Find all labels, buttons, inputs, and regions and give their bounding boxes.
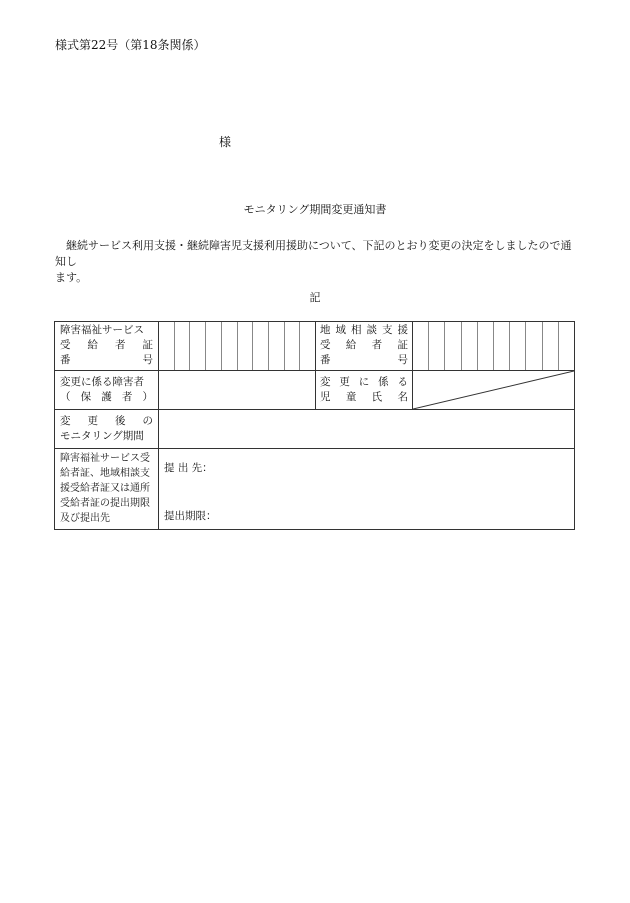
label-char: 番 bbox=[320, 354, 331, 366]
diagonal-strike bbox=[413, 371, 574, 409]
digit-box-divider bbox=[299, 322, 300, 370]
digit-box-divider bbox=[221, 322, 222, 370]
label-char: 変 bbox=[320, 376, 331, 388]
label-monitoring-period-after-change: 変 更 後 の モニタリング期間 bbox=[60, 415, 153, 442]
digit-box-divider bbox=[205, 322, 206, 370]
label-char: 者 bbox=[371, 339, 383, 351]
label-char: 名 bbox=[397, 391, 408, 403]
label-char: （ bbox=[60, 391, 71, 403]
label-submission-deadline-destination: 障害福祉サービス受 給者証、地域相談支 援受給者証又は通所 受給者証の提出期限 及び提出先 bbox=[60, 453, 150, 524]
digit-box-divider bbox=[509, 322, 510, 370]
label-char: 支 bbox=[382, 324, 393, 336]
label-char: に bbox=[358, 376, 370, 388]
label-char: 援 bbox=[397, 324, 408, 336]
submit-to-field[interactable]: 提 出 先： bbox=[164, 462, 213, 474]
col-divider bbox=[315, 322, 316, 409]
digit-box-divider bbox=[189, 322, 190, 370]
label-char: ） bbox=[142, 391, 153, 403]
label-child-name bbox=[320, 375, 408, 405]
label-char: 談 bbox=[366, 324, 377, 336]
label-char: 者 bbox=[115, 339, 126, 351]
label-char: 相 bbox=[351, 324, 362, 336]
label-consultation-certificate-number bbox=[320, 323, 408, 368]
label-char: 児 bbox=[320, 391, 331, 403]
label-char: 番 bbox=[60, 354, 71, 366]
addressee-suffix: 様 bbox=[219, 135, 232, 149]
label-disabled-person-guardian: 変更に係る障害者 （ 保 護 者 ） bbox=[60, 376, 153, 403]
deadline-field[interactable]: 提出期限： bbox=[164, 510, 217, 522]
digit-box-divider bbox=[542, 322, 543, 370]
label-char: 域 bbox=[335, 324, 346, 336]
label-char: 証 bbox=[397, 339, 408, 351]
label-char: 給 bbox=[345, 339, 357, 351]
digit-box-divider bbox=[174, 322, 175, 370]
label-char: 号 bbox=[397, 354, 408, 366]
label-char: の bbox=[142, 415, 153, 427]
label-char: 係 bbox=[378, 376, 389, 388]
label-char: 童 bbox=[345, 391, 357, 403]
digit-box-divider bbox=[284, 322, 285, 370]
label-char: 受 bbox=[320, 339, 331, 351]
label-char: 更 bbox=[339, 376, 350, 388]
label-char: 者 bbox=[121, 391, 133, 403]
digit-box-divider bbox=[493, 322, 494, 370]
body-line-2: ます。 bbox=[55, 271, 88, 284]
row-divider bbox=[55, 448, 574, 449]
document-title: モニタリング期間変更通知書 bbox=[243, 203, 387, 216]
digit-box-divider bbox=[558, 322, 559, 370]
ki-heading: 記 bbox=[309, 291, 321, 304]
label-char: 給 bbox=[87, 339, 98, 351]
label-char: 保 bbox=[80, 391, 92, 403]
notification-form-table bbox=[54, 321, 575, 530]
digit-box-divider bbox=[237, 322, 238, 370]
label-char: 地 bbox=[320, 324, 331, 336]
body-text bbox=[55, 238, 575, 286]
digit-box-divider bbox=[268, 322, 269, 370]
form-number: 様式第22号（第18条関係） bbox=[55, 38, 206, 52]
label-char: 証 bbox=[142, 339, 153, 351]
label-char: る bbox=[397, 376, 408, 388]
label-service-certificate-number: 障害福祉サービス 受 給 者 証 番 号 bbox=[60, 324, 153, 366]
digit-box-divider bbox=[428, 322, 429, 370]
digit-box-divider bbox=[477, 322, 478, 370]
label-char: 更 bbox=[87, 415, 98, 427]
label-char: 号 bbox=[142, 354, 153, 366]
label-char: 変 bbox=[60, 415, 71, 427]
digit-box-divider bbox=[252, 322, 253, 370]
label-char: 後 bbox=[115, 415, 126, 427]
digit-box-divider bbox=[525, 322, 526, 370]
row-divider bbox=[55, 409, 574, 410]
label-char: 受 bbox=[60, 339, 71, 351]
label-char: 護 bbox=[101, 391, 112, 403]
col-divider bbox=[158, 322, 159, 529]
body-line-1: 継続サービス利用支援・継続障害児支援利用援助について、下記のとおり変更の決定をしましたので通知し bbox=[55, 239, 572, 268]
digit-box-divider bbox=[461, 322, 462, 370]
label-char: 氏 bbox=[371, 391, 383, 403]
digit-box-divider bbox=[444, 322, 445, 370]
